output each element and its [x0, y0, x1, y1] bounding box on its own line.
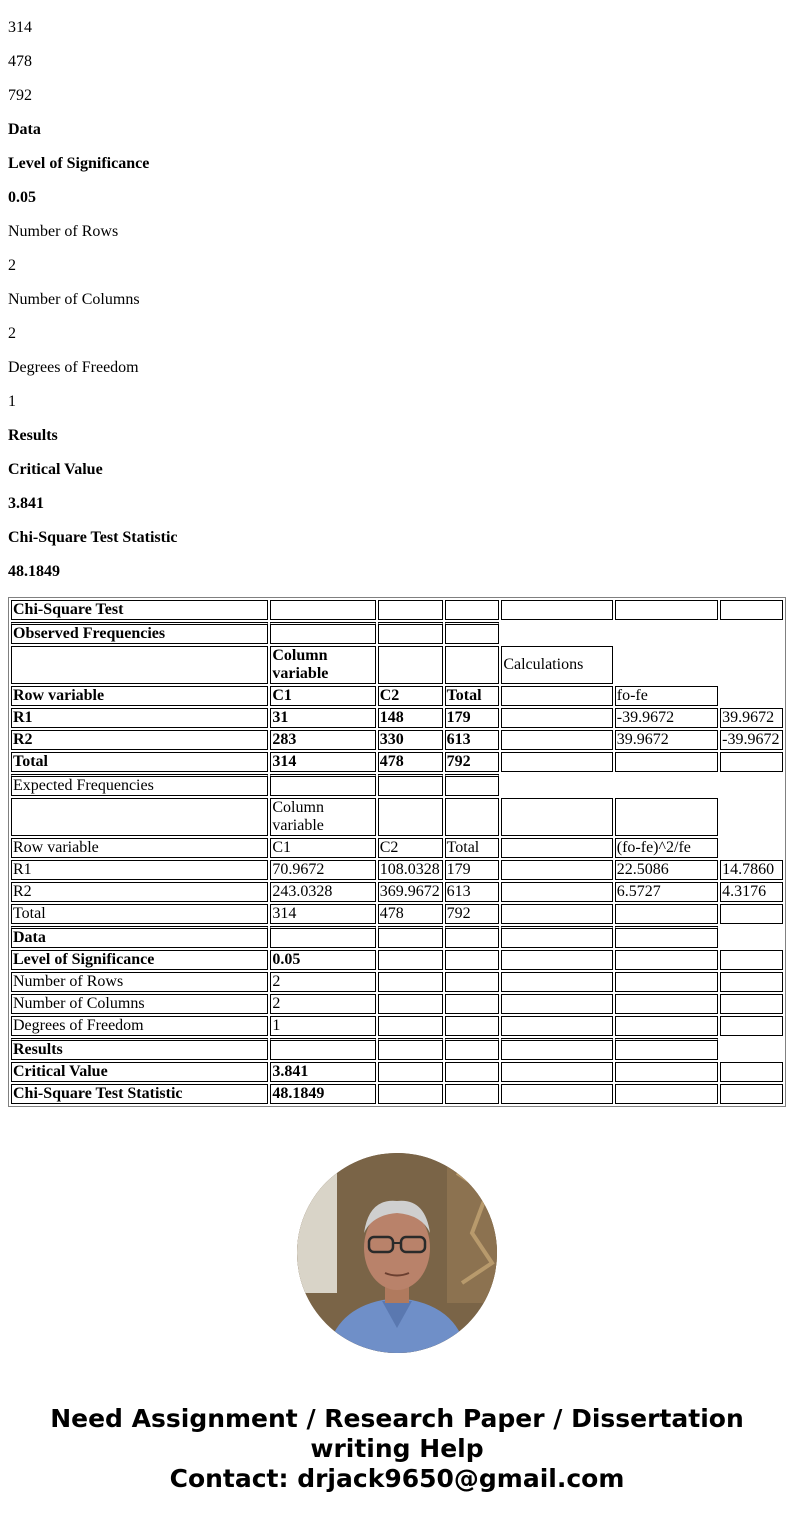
table-cell: 2	[270, 972, 375, 992]
text-line: Degrees of Freedom	[8, 359, 139, 376]
table-row	[11, 994, 783, 1014]
table-cell: Total	[445, 838, 500, 858]
table-cell: Total	[11, 904, 268, 924]
table-cell: 1	[270, 1016, 375, 1036]
table-cell: C2	[378, 838, 443, 858]
table-cell: 148	[378, 708, 443, 728]
table-title: Chi-Square Test	[11, 600, 268, 620]
table-cell: 243.0328	[270, 882, 375, 902]
table-cell: 478	[378, 904, 443, 924]
table-cell: 792	[445, 752, 500, 772]
text-line: 2	[8, 257, 16, 274]
table-cell: -39.9672	[615, 708, 718, 728]
expected-heading: Expected Frequencies	[11, 774, 268, 796]
table-cell: Degrees of Freedom	[11, 1016, 268, 1036]
table-cell: 39.9672	[615, 730, 718, 750]
text-line: Data	[8, 121, 41, 138]
table-cell: 179	[445, 708, 500, 728]
text-line: 2	[8, 325, 16, 342]
table-cell: R2	[11, 882, 268, 902]
table-cell: R1	[11, 860, 268, 880]
table-cell: C1	[270, 838, 375, 858]
table-cell: 0.05	[270, 950, 375, 970]
column-variable-label: Column variable	[270, 646, 375, 684]
table-cell: 4.3176	[720, 882, 783, 902]
table-cell: Level of Significance	[11, 950, 268, 970]
text-line: Critical Value	[8, 461, 103, 478]
table-cell: 3.841	[270, 1062, 375, 1082]
table-cell: Number of Columns	[11, 994, 268, 1014]
table-row	[11, 774, 783, 796]
chi-square-table	[8, 597, 786, 1107]
table-cell: 792	[445, 904, 500, 924]
text-line: 314	[8, 19, 32, 36]
table-cell: 48.1849	[270, 1084, 375, 1104]
table-row	[11, 708, 783, 728]
text-line: 792	[8, 87, 32, 104]
table-row	[11, 882, 783, 902]
text-line: 3.841	[8, 495, 44, 512]
text-line: Number of Columns	[8, 291, 140, 308]
table-row	[11, 686, 783, 706]
table-row	[11, 730, 783, 750]
table-row	[11, 646, 783, 684]
table-row	[11, 838, 783, 858]
table-row	[11, 752, 783, 772]
table-cell: Total	[445, 686, 500, 706]
table-cell: 108.0328	[378, 860, 443, 880]
table-cell: 179	[445, 860, 500, 880]
table-row	[11, 798, 783, 836]
table-cell: R1	[11, 708, 268, 728]
table-cell: -39.9672	[720, 730, 783, 750]
text-line: Number of Rows	[8, 223, 119, 240]
table-row	[11, 860, 783, 880]
table-cell: 613	[445, 730, 500, 750]
table-row	[11, 622, 783, 644]
table-row	[11, 600, 783, 620]
table-row	[11, 904, 783, 924]
table-cell: R2	[11, 730, 268, 750]
table-cell: C2	[378, 686, 443, 706]
table-cell: 314	[270, 904, 375, 924]
table-cell: 369.9672	[378, 882, 443, 902]
table-cell: Number of Rows	[11, 972, 268, 992]
results-heading: Results	[11, 1038, 268, 1060]
author-portrait-image	[297, 1153, 497, 1353]
calculations-label: Calculations	[501, 646, 612, 684]
table-cell: 330	[378, 730, 443, 750]
table-cell: 22.5086	[615, 860, 718, 880]
text-line: 0.05	[8, 189, 36, 206]
table-cell: 39.9672	[720, 708, 783, 728]
table-cell: 31	[270, 708, 375, 728]
table-cell: 478	[378, 752, 443, 772]
table-row	[11, 1038, 783, 1060]
contact-email[interactable]: Contact: drjack9650@gmail.com	[169, 1464, 625, 1493]
table-cell: 14.7860	[720, 860, 783, 880]
author-avatar	[297, 1153, 497, 1353]
observed-heading: Observed Frequencies	[11, 622, 268, 644]
text-line: Level of Significance	[8, 155, 150, 172]
table-row	[11, 1062, 783, 1082]
cta-line: writing Help	[310, 1434, 484, 1463]
text-line: 478	[8, 53, 32, 70]
table-cell: Row variable	[11, 686, 268, 706]
table-cell: 2	[270, 994, 375, 1014]
text-line: Chi-Square Test Statistic	[8, 529, 178, 546]
cta-line: Need Assignment / Research Paper / Dissertation	[50, 1404, 744, 1433]
table-row	[11, 950, 783, 970]
table-row	[11, 1016, 783, 1036]
table-row	[11, 1084, 783, 1104]
table-cell: 314	[270, 752, 375, 772]
table-cell: Total	[11, 752, 268, 772]
table-cell: 6.5727	[615, 882, 718, 902]
table-cell: Row variable	[11, 838, 268, 858]
table-cell: Chi-Square Test Statistic	[11, 1084, 268, 1104]
table-row	[11, 926, 783, 948]
table-cell: 70.9672	[270, 860, 375, 880]
table-cell: fo-fe	[615, 686, 718, 706]
contact-banner	[0, 1404, 794, 1494]
column-variable-label: Column variable	[270, 798, 375, 836]
data-heading: Data	[11, 926, 268, 948]
table-cell: 613	[445, 882, 500, 902]
table-cell: Critical Value	[11, 1062, 268, 1082]
table-cell: 283	[270, 730, 375, 750]
table-row	[11, 972, 783, 992]
text-line: 1	[8, 393, 16, 410]
table-cell: C1	[270, 686, 375, 706]
text-line: Results	[8, 427, 58, 444]
text-line: 48.1849	[8, 563, 60, 580]
table-cell: (fo-fe)^2/fe	[615, 838, 718, 858]
